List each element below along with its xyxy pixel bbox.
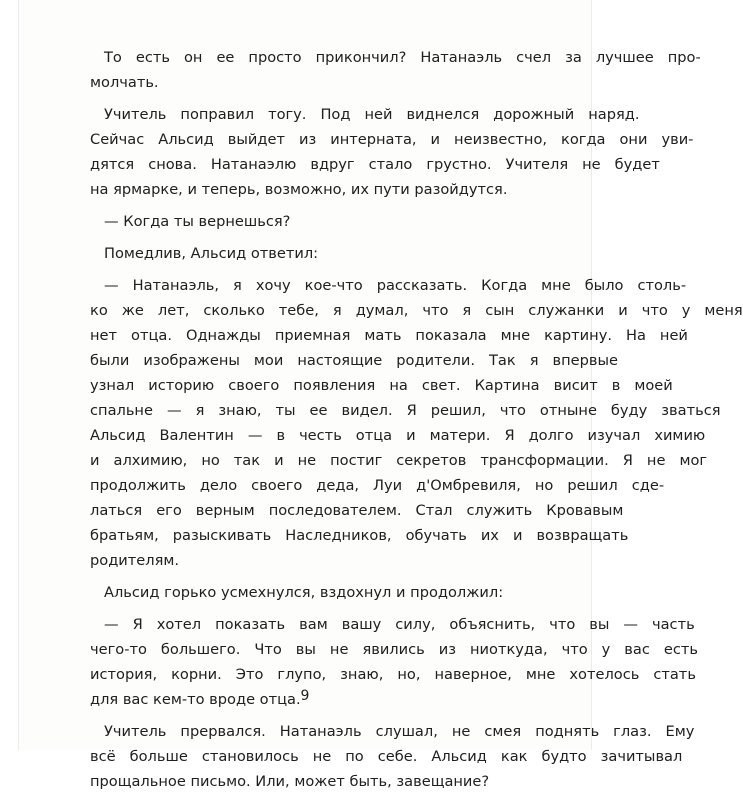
paragraph: [76, 719, 695, 794]
text-line: дятся снова. Натанаэлю вдруг стало грустно. Учителя не будет: [90, 156, 660, 173]
text-line: Учитель прервался. Натанаэль слушал, не смея поднять глаз. Ему: [104, 723, 695, 740]
text-line: Альсид Валентин — в честь отца и матери. Я долго изучал химию: [90, 427, 706, 444]
text-line: Учитель поправил тогу. Под ней виднелся дорожный наряд.: [104, 106, 640, 123]
text-line: — Когда ты вернешься?: [104, 213, 291, 230]
text-line: родителям.: [90, 552, 180, 569]
book-page: [18, 0, 743, 790]
text-line: узнал историю своего появления на свет. Картина висит в моей: [90, 377, 673, 394]
paragraph: [76, 102, 694, 202]
text-line: чего-то большего. Что вы не явились из ниоткуда, что у вас есть: [90, 641, 698, 658]
text-line: спальне — я знаю, ты ее видел. Я решил, что отныне буду зваться: [90, 402, 721, 419]
text-line: братьям, разыскивать Наследников, обучать их и возвращать: [90, 527, 629, 544]
text-line: — Натанаэль, я хочу кое-что рассказать. Когда мне было столь-: [104, 277, 687, 294]
text-line: Помедлив, Альсид ответил:: [104, 245, 319, 262]
text-line: прощальное письмо. Или, может быть, завещание?: [90, 773, 490, 790]
text-line: молчать.: [90, 74, 159, 91]
paragraph: [76, 273, 743, 573]
text-line: нет отца. Однажды приемная мать показала мне картину. На ней: [90, 327, 688, 344]
text-line: на ярмарке, и теперь, возможно, их пути разойдутся.: [90, 181, 508, 198]
text-line: история, корни. Это глупо, знаю, но, наверное, мне хотелось стать: [90, 666, 696, 683]
text-line: То есть он ее просто прикончил? Натанаэль счел за лучшее про-: [104, 49, 701, 66]
text-line: латься его верным последователем. Стал служить Кровавым: [90, 502, 624, 519]
paragraph: [76, 209, 524, 234]
text-line: для вас кем-то вроде отца.: [90, 691, 301, 708]
text-line: продолжить дело своего деда, Луи д'Омбревиля, но решил сде-: [90, 477, 665, 494]
text-line: ко же лет, сколько тебе, я думал, что я сын служанки и что у меня: [90, 302, 743, 319]
text-line: были изображены мои настоящие родители. Так я впервые: [90, 352, 618, 369]
text-line: Сейчас Альсид выйдет из интерната, и неизвестно, когда они уви-: [90, 131, 694, 148]
paragraph: [76, 45, 701, 95]
text-line: — Я хотел показать вам вашу силу, объяснить, что вы — часть: [104, 616, 695, 633]
text-line: и алхимию, но так и не постиг секретов трансформации. Я не мог: [90, 452, 708, 469]
text-line: Альсид горько усмехнулся, вздохнул и продолжил:: [104, 584, 504, 601]
paragraph: [76, 580, 524, 605]
text-line: всё больше становилось не по себе. Альсид как будто зачитывал: [90, 748, 683, 765]
page-number: 9: [300, 688, 310, 704]
paragraph: [76, 241, 524, 266]
